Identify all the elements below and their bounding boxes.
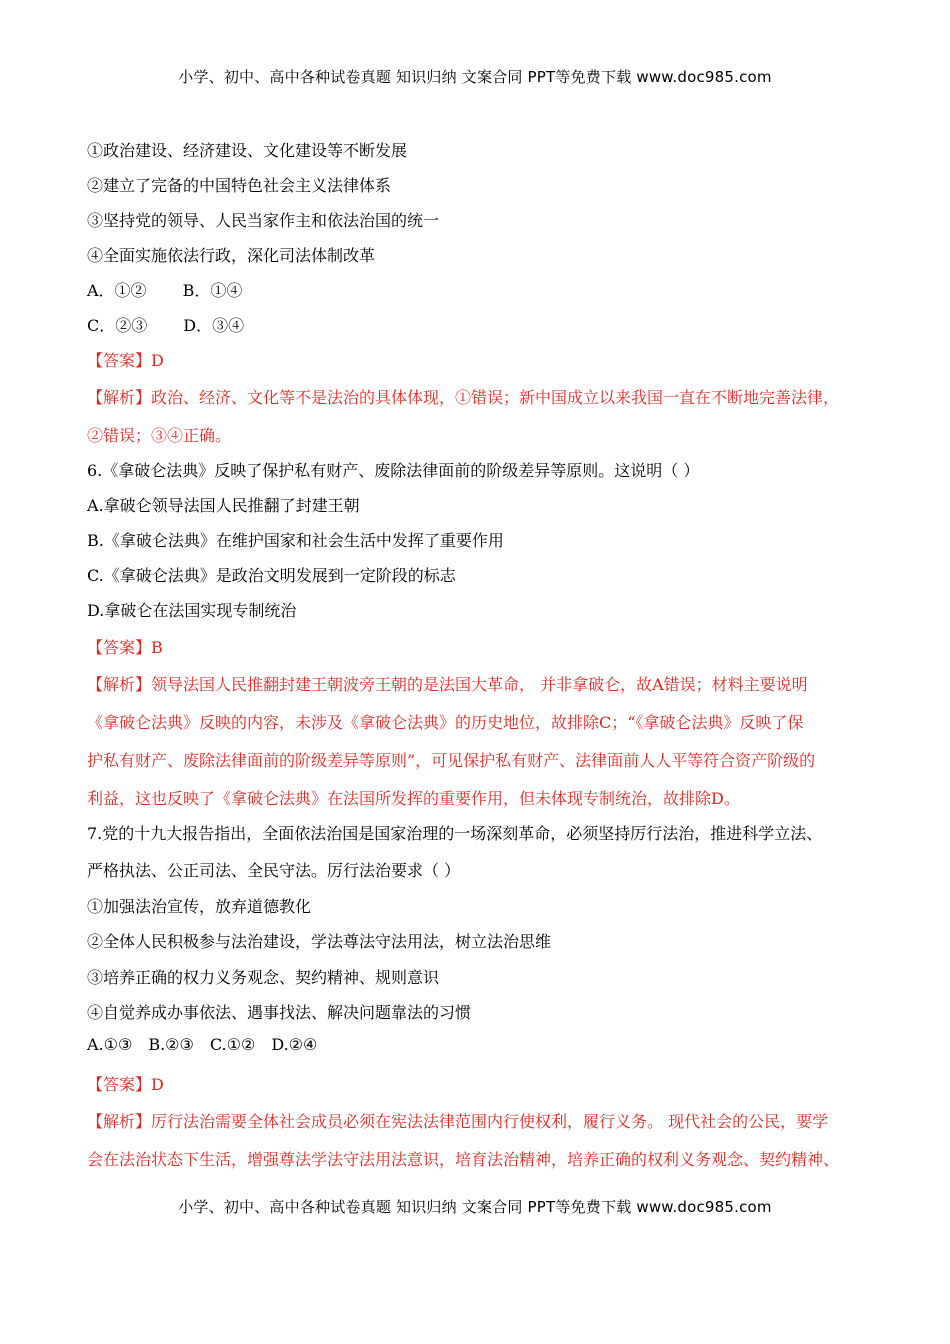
page-footer: 小学、初中、高中各种试卷真题 知识归纳 文案合同 PPT等免费下载 www.doc985.com <box>178 1198 772 1216</box>
q6-stem: 6.《拿破仑法典》反映了保护私有财产、废除法律面前的阶级差异等原则。这说明（ ） <box>87 461 700 480</box>
q6-option-c: C.《拿破仑法典》是政治文明发展到一定阶段的标志 <box>87 566 456 585</box>
q7-analysis-line-2: 会在法治状态下生活，增强尊法学法守法用法意识，培育法治精神，培养正确的权利义务观念、契约精神、 <box>87 1150 840 1169</box>
q7-stem-line-2: 严格执法、公正司法、全民守法。厉行法治要求（ ） <box>87 861 461 880</box>
q6-analysis-line-4: 利益，这也反映了《拿破仑法典》在法国所发挥的重要作用，但未体现专制统治，故排除D。 <box>87 789 740 808</box>
q5-item-3: ③坚持党的领导、人民当家作主和依法治国的统一 <box>87 211 440 230</box>
q5-item-2: ②建立了完备的中国特色社会主义法律体系 <box>87 176 392 195</box>
q6-option-a: A.拿破仑领导法国人民推翻了封建王朝 <box>87 496 360 515</box>
page-header: 小学、初中、高中各种试卷真题 知识归纳 文案合同 PPT等免费下载 www.doc985.com <box>178 68 772 86</box>
q5-options-row-1 <box>87 278 242 301</box>
q7-option-c: C.①② <box>209 1035 256 1054</box>
q7-analysis-line-1: 【解析】厉行法治需要全体社会成员必须在宪法法律范围内行使权利，履行义务。 现代社会的公民，要学 <box>87 1112 829 1131</box>
q5-option-c: C．②③ <box>87 316 148 335</box>
q7-answer: 【答案】D <box>87 1075 164 1094</box>
q5-item-4: ④全面实施依法行政，深化司法体制改革 <box>87 246 376 265</box>
q6-option-b: B.《拿破仑法典》在维护国家和社会生活中发挥了重要作用 <box>87 531 504 550</box>
q7-option-d: D.②④ <box>271 1035 318 1054</box>
q5-option-d: D．③④ <box>183 316 245 335</box>
q6-option-d: D.拿破仑在法国实现专制统治 <box>87 601 297 620</box>
q5-analysis-line-1: 【解析】政治、经济、文化等不是法治的具体体现，①错误；新中国成立以来我国一直在不断地完善法律， <box>87 388 840 407</box>
q5-option-a: A．①② <box>87 281 147 300</box>
q5-item-1: ①政治建设、经济建设、文化建设等不断发展 <box>87 141 408 160</box>
q7-item-3: ③培养正确的权力义务观念、契约精神、规则意识 <box>87 968 440 987</box>
q5-options-row-2 <box>87 313 244 336</box>
q6-analysis-line-1: 【解析】领导法国人民推翻封建王朝波旁王朝的是法国大革命， 并非拿破仑，故A错误；材料主要说明 <box>87 675 808 694</box>
q5-option-b: B．①④ <box>182 281 243 300</box>
q7-item-1: ①加强法治宣传，放弃道德教化 <box>87 897 312 916</box>
q7-options-row <box>87 1035 317 1054</box>
q5-answer: 【答案】D <box>87 351 164 370</box>
q7-item-4: ④自觉养成办事依法、遇事找法、解决问题靠法的习惯 <box>87 1003 472 1022</box>
q6-analysis-line-2: 《拿破仑法典》反映的内容，未涉及《拿破仑法典》的历史地位，故排除C；“《拿破仑法典》反映了保 <box>87 713 804 732</box>
q6-answer: 【答案】B <box>87 638 163 657</box>
q7-option-a: A.①③ <box>87 1035 133 1054</box>
q7-stem-line-1: 7.党的十九大报告指出，全面依法治国是国家治理的一场深刻革命，必须坚持厉行法治，推进科学立法、 <box>87 824 823 843</box>
q6-analysis-line-3: 护私有财产、废除法律面前的阶级差异等原则”，可见保护私有财产、法律面前人人平等符合资产阶级的 <box>87 751 816 770</box>
q7-item-2: ②全体人民积极参与法治建设，学法尊法守法用法，树立法治思维 <box>87 932 552 951</box>
q7-option-b: B.②③ <box>148 1035 194 1054</box>
q5-analysis-line-2: ②错误；③④正确。 <box>87 426 232 445</box>
